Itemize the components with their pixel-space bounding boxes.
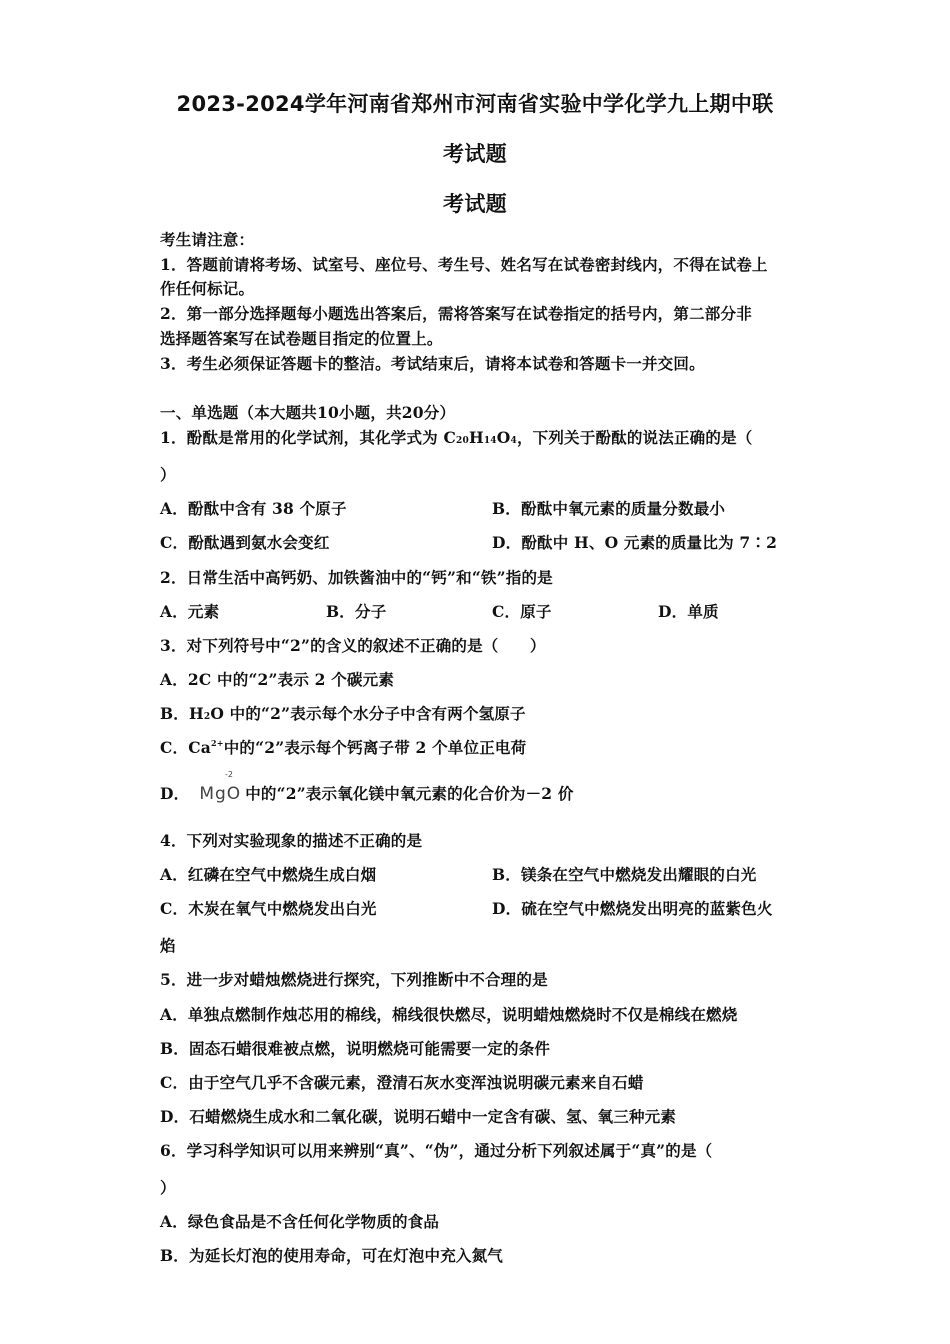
q1-option-a: A．酚酞中含有 38 个原子: [160, 499, 347, 518]
question-1-close: ）: [160, 465, 176, 484]
q6-option-b: B．为延长灯泡的使用寿命，可在灯泡中充入氮气: [160, 1246, 504, 1265]
question-1-stem: 1．酚酞是常用的化学试剂，其化学式为 C20H14O4，下列关于酚酞的说法正确的是（: [160, 428, 753, 447]
q6-option-a: A．绿色食品是不含任何化学物质的食品: [160, 1212, 440, 1231]
q4-option-c: C．木炭在氧气中燃烧发出白光: [160, 899, 377, 918]
q2-option-a: A．元素: [160, 602, 220, 621]
valence-label: -2: [225, 770, 233, 779]
mgo-formula: MgO: [199, 784, 242, 804]
q4-option-d-cont: 焰: [160, 936, 176, 955]
page-title: 2023-2024学年河南省郑州市河南省实验中学化学九上期中联: [176, 92, 774, 116]
q3-option-d: D． MgO 中的“2”表示氧化镁中氧元素的化合价为－2 价: [160, 784, 574, 804]
q2-option-c: C．原子: [492, 602, 552, 621]
notice-item-3: 3．考生必须保证答题卡的整洁。考试结束后，请将本试卷和答题卡一并交回。: [160, 354, 705, 373]
notice-item-1: 1．答题前请将考场、试室号、座位号、考生号、姓名写在试卷密封线内，不得在试卷上: [160, 255, 768, 274]
question-6-stem: 6．学习科学知识可以用来辨别“真”、“伪”，通过分析下列叙述属于“真”的是（: [160, 1141, 713, 1160]
q3-option-b: B．H2O 中的“2”表示每个水分子中含有两个氢原子: [160, 704, 526, 723]
q1-option-b: B．酚酞中氧元素的质量分数最小: [492, 499, 726, 518]
notice-heading: 考生请注意：: [160, 230, 255, 249]
q1-option-c: C．酚酞遇到氨水会变红: [160, 533, 330, 552]
notice-item-2: 2．第一部分选择题每小题选出答案后，需将答案写在试卷指定的括号内，第二部分非: [160, 304, 752, 323]
notice-item-1-cont: 作任何标记。: [160, 279, 255, 298]
q3-option-a: A．2C 中的“2”表示 2 个碳元素: [160, 670, 395, 689]
question-3-stem: 3．对下列符号中“2”的含义的叙述不正确的是（ ）: [160, 636, 546, 655]
question-5-stem: 5．进一步对蜡烛燃烧进行探究，下列推断中不合理的是: [160, 970, 548, 989]
question-4-stem: 4．下列对实验现象的描述不正确的是: [160, 831, 423, 850]
q3-option-c: C．$Ca^{2+}$中的“2”表示每个钙离子带 2 个单位正电荷: [160, 738, 527, 757]
question-6-close: ）: [160, 1178, 176, 1197]
question-2-stem: 2．日常生活中高钙奶、加铁酱油中的“钙”和“铁”指的是: [160, 568, 553, 587]
q5-option-b: B．固态石蜡很难被点燃，说明燃烧可能需要一定的条件: [160, 1039, 551, 1058]
q4-option-d: D．硫在空气中燃烧发出明亮的蓝紫色火: [492, 899, 773, 918]
q4-option-a: A．红磷在空气中燃烧生成白烟: [160, 865, 377, 884]
q2-option-d: D．单质: [658, 602, 719, 621]
q2-option-b: B．分子: [326, 602, 387, 621]
page-subtitle: 考试题: [443, 192, 507, 216]
q5-option-d: D．石蜡燃烧生成水和二氧化碳，说明石蜡中一定含有碳、氢、氧三种元素: [160, 1107, 677, 1126]
section-heading: 一、单选题（本大题共10小题，共20分）: [160, 403, 456, 422]
q1-option-d: D．酚酞中 H、O 元素的质量比为 7∶2: [492, 533, 778, 552]
q5-option-c: C．由于空气几乎不含碳元素，澄清石灰水变浑浊说明碳元素来自石蜡: [160, 1073, 644, 1092]
page-title-line2: 考试题: [443, 142, 507, 166]
q4-option-b: B．镁条在空气中燃烧发出耀眼的白光: [492, 865, 757, 884]
notice-item-2-cont: 选择题答案写在试卷题目指定的位置上。: [160, 329, 443, 348]
q5-option-a: A．单独点燃制作烛芯用的棉线，棉线很快燃尽，说明蜡烛燃烧时不仅是棉线在燃烧: [160, 1005, 738, 1024]
